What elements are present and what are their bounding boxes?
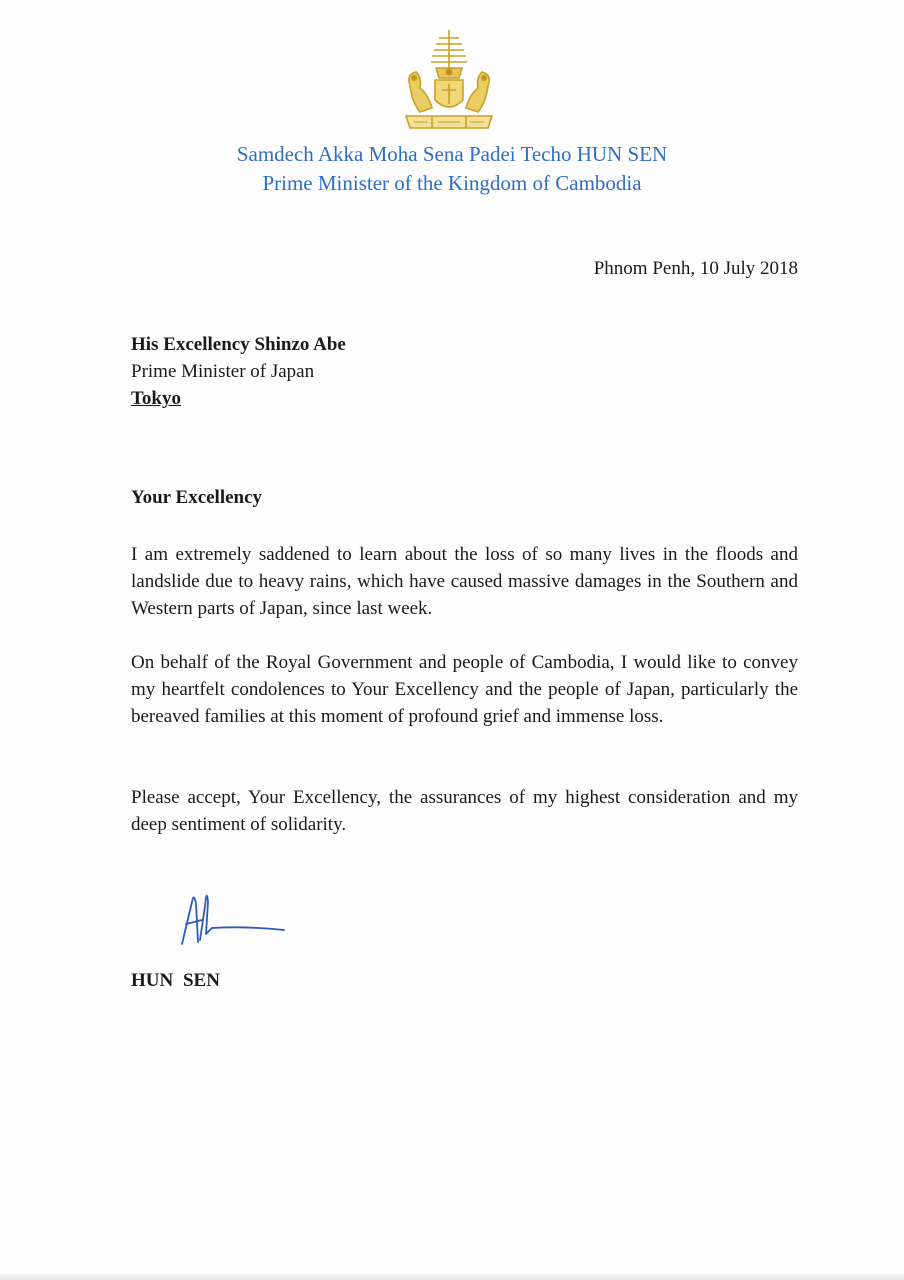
handwritten-signature-icon — [176, 884, 291, 954]
letterhead-sender — [0, 140, 904, 198]
sender-title: Prime Minister of the Kingdom of Cambodia — [262, 171, 642, 195]
recipient-city: Tokyo — [131, 388, 181, 409]
sender-name: Samdech Akka Moha Sena Padei Techo HUN SEN — [236, 142, 668, 166]
recipient-title: Prime Minister of Japan — [131, 361, 315, 382]
body-paragraph-2: On behalf of the Royal Government and people of Cambodia, I would like to convey my heartfelt condolences to Your Excellency and the people of Japan, particularly the bereaved families at this moment of profound grief and immense loss. — [131, 652, 798, 727]
salutation: Your Excellency — [131, 487, 263, 508]
recipient-block — [131, 331, 346, 412]
recipient-name: His Excellency Shinzo Abe — [131, 334, 346, 355]
royal-coat-of-arms-icon — [398, 28, 500, 134]
letter-date: Phnom Penh, 10 July 2018 — [593, 258, 798, 279]
body-paragraph-3: Please accept, Your Excellency, the assurances of my highest consideration and my deep sentiment of solidarity. — [131, 787, 798, 835]
signer-name: HUN SEN — [131, 970, 220, 991]
page-bottom-edge — [0, 1274, 904, 1280]
body-paragraph-1: I am extremely saddened to learn about the loss of so many lives in the floods and landslide due to heavy rains, which have caused massive damages in the Southern and Western parts of Japan, since last week. — [131, 544, 798, 619]
